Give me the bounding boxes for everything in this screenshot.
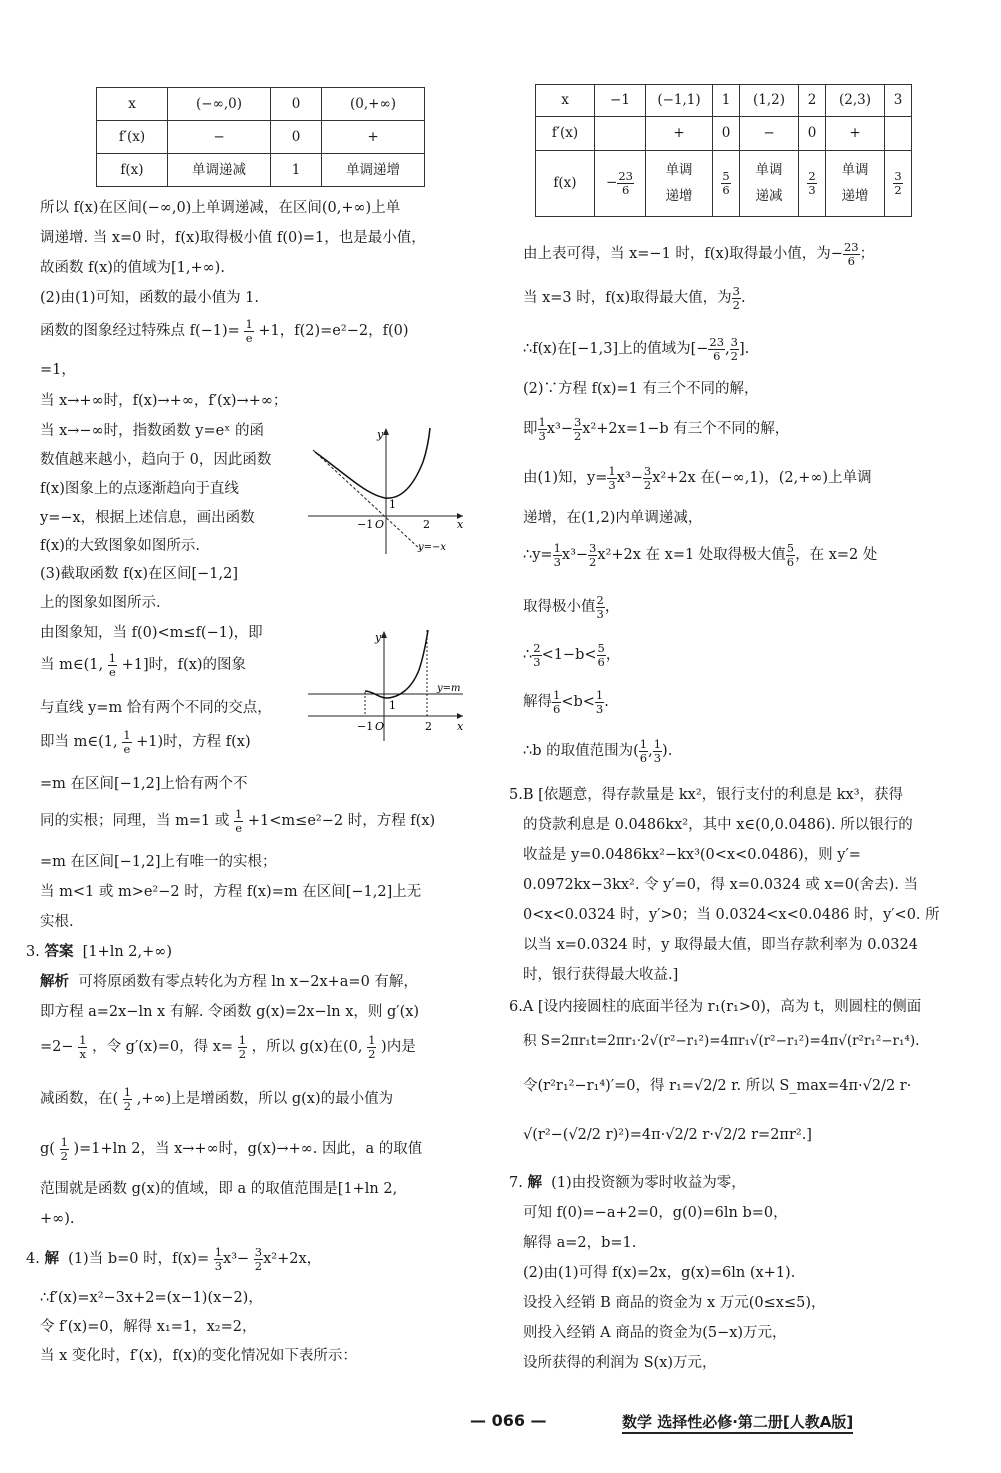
- text-line: 的贷款利息是 0.0486kx²，其中 x∈(0,0.0486). 所以银行的: [523, 817, 913, 833]
- analysis-label: 解析: [40, 974, 69, 990]
- text-line: =m 在区间[−1,2]上有唯一的实根；: [40, 854, 277, 870]
- tick-label: −1: [357, 518, 374, 531]
- question-3-answer: [26, 941, 172, 963]
- text: +1，f(2)=e²−2，f(0): [258, 323, 409, 340]
- table-cell: x: [536, 85, 595, 117]
- text-line: =1，: [40, 362, 76, 378]
- table-cell: 0: [799, 117, 826, 151]
- text-line: 当 m<1 或 m>e²−2 时，方程 f(x)=m 在区间[−1,2]上无: [40, 884, 422, 900]
- fraction: $\frac{1}{2}$: [60, 1135, 68, 1163]
- tick-label: 1: [389, 699, 396, 712]
- table-cell: 单调递增: [322, 154, 425, 187]
- text-line: 则投入经销 A 商品的资金为(5−x)万元，: [523, 1325, 787, 1341]
- fraction: $\frac{1}{x}$: [79, 1033, 87, 1061]
- text-line: f(x)的大致图象如图所示.: [40, 538, 200, 554]
- text: 同的实根；同理，当 m=1 或: [40, 813, 230, 830]
- table-cell: $\frac{2}{3}$: [799, 151, 826, 217]
- text-line: 当 x→+∞时，f(x)→+∞，f′(x)→+∞；: [40, 393, 288, 409]
- question-number: 4.: [26, 1251, 40, 1268]
- text-line: 解得 $\frac{1}{6}$ <b< $\frac{1}{3}$ .: [523, 688, 609, 716]
- fraction: $\frac{1}{3}$: [214, 1245, 223, 1273]
- table-cell: 单调 递增: [826, 151, 885, 217]
- text-line: ∴ $\frac{2}{3}$ <1−b< $\frac{5}{6}$ ，: [523, 641, 621, 669]
- text-line: 实根.: [40, 914, 74, 930]
- table-cell: (1,2): [740, 85, 799, 117]
- text-line: 减函数，在( $\frac{1}{2}$ ,+∞)上是增函数，所以 g(x)的最小值为: [40, 1085, 394, 1113]
- text-line: 当 x 变化时，f′(x)，f(x)的变化情况如下表所示：: [40, 1348, 357, 1364]
- function-graph-1: [303, 422, 468, 557]
- table-cell: f(x): [536, 151, 595, 217]
- text-line: 积 S=2πr₁t=2πr₁·2√(r²−r₁²)=4πr₁√(r²−r₁²)=4π√(r²r₁²−r₁⁴).: [523, 1033, 920, 1049]
- text-line: +∞).: [40, 1211, 75, 1227]
- book-title: 数学 选择性必修·第二册[人教A版]: [622, 1411, 853, 1434]
- axis-label-x: x: [457, 518, 464, 531]
- text-line: 范围就是函数 g(x)的值域，即 a 的取值范围是[1+ln 2,: [40, 1181, 398, 1197]
- text-line: 上的图象如图所示.: [40, 595, 161, 611]
- text-line: 即方程 a=2x−ln x 有解. 令函数 g(x)=2x−ln x，则 g′(x): [40, 1004, 420, 1020]
- origin-label: O: [375, 720, 385, 733]
- table-cell: (−1,1): [646, 85, 713, 117]
- text-line: [40, 729, 251, 755]
- text-line: 7. 解 (1)由投资额为零时收益为零，: [509, 1175, 746, 1191]
- text-line: 令(r²r₁²−r₁⁴)′=0，得 r₁=√2/2 r. 所以 S_max=4π·√2/2 r·: [523, 1078, 912, 1094]
- text-line: 设投入经销 B 商品的资金为 x 万元(0≤x≤5)，: [523, 1295, 826, 1311]
- fraction: $\frac{3}{2}$: [254, 1245, 263, 1273]
- text-line: √(r²−(√2/2 r)²)=4π·√2/2 r·√2/2 r=2πr².]: [523, 1127, 812, 1143]
- text: +1<m≤e²−2 时，方程 f(x): [247, 813, 436, 830]
- line-label: y=m: [437, 683, 461, 694]
- text-line: 当 x=3 时，f(x)取得最大值，为 $\frac{3}{2}$ .: [523, 284, 746, 312]
- table-cell: 1: [271, 154, 322, 187]
- text-line: 即 $\frac{1}{3}$ x³− $\frac{3}{2}$ x²+2x=1−b 有三个不同的解，: [523, 415, 790, 443]
- text-line: 令 f′(x)=0，解得 x₁=1，x₂=2，: [40, 1319, 257, 1335]
- solution-label: 解: [44, 1251, 59, 1268]
- table-cell: −: [168, 121, 271, 154]
- text: 当 m∈(1,: [40, 657, 104, 674]
- fraction: $\frac{1}{2}$: [238, 1033, 247, 1061]
- text-line: 由(1)知，y= $\frac{1}{3}$ x³− $\frac{3}{2}$ x²+2x 在(−∞,1)，(2,+∞)上单调: [523, 464, 872, 492]
- text-line: 数值越来越小，趋向于 0，因此函数: [40, 452, 272, 468]
- table-cell: −1: [595, 85, 646, 117]
- table-cell: x: [97, 88, 168, 121]
- table-cell: 单调递减: [168, 154, 271, 187]
- text-line: (3)截取函数 f(x)在区间[−1,2]: [40, 566, 239, 582]
- table-cell: +: [826, 117, 885, 151]
- text-line: ∴f(x)在[−1,3]上的值域为[− $\frac{23}{6}$ , $\frac{3}{2}$ ].: [523, 335, 750, 363]
- question-number: 3.: [26, 944, 40, 960]
- table-cell: 3: [885, 85, 912, 117]
- text-line: 由上表可得，当 x=−1 时，f(x)取得最小值，为− $\frac{23}{6}$ ；: [523, 240, 875, 268]
- text-line: 递增，在(1,2)内单调递减，: [523, 510, 703, 526]
- tick-label: 2: [423, 518, 430, 531]
- tick-label: 1: [389, 498, 396, 511]
- text-line: 0<x<0.0324 时，y′>0；当 0.0324<x<0.0486 时，y′<0. 所: [523, 907, 940, 923]
- table-cell: f(x): [97, 154, 168, 187]
- table-cell: f′(x): [536, 117, 595, 151]
- text-line: [40, 318, 408, 344]
- table-cell: +: [322, 121, 425, 154]
- fraction: $\frac{1}{2}$: [123, 1085, 132, 1113]
- text-line: 调递增. 当 x=0 时，f(x)取得极小值 f(0)=1，也是最小值，: [40, 230, 426, 246]
- text-line: 取得极小值 $\frac{2}{3}$ ，: [523, 593, 620, 621]
- text-line: 与直线 y=m 恰有两个不同的交点，: [40, 700, 272, 716]
- table-cell: − $\frac{23}{6}$: [595, 151, 646, 217]
- fraction: $\frac{1}{e}$: [123, 728, 131, 756]
- table-cell: $\frac{3}{2}$: [885, 151, 912, 217]
- text-line: =2− $\frac{1}{x}$ ，令 g′(x)=0，得 x= $\frac{1}{2}$ ，所以 g(x)在(0, $\frac{1}{2}$ )内是: [40, 1033, 416, 1061]
- table-cell: [595, 117, 646, 151]
- text-line: 当 x→−∞时，指数函数 y=eˣ 的函: [40, 423, 264, 439]
- table-cell: (2,3): [826, 85, 885, 117]
- table-cell: 1: [713, 85, 740, 117]
- line-label: y=−x: [418, 542, 447, 553]
- text-line: ∴f′(x)=x²−3x+2=(x−1)(x−2)，: [40, 1290, 263, 1306]
- table-cell: −: [740, 117, 799, 151]
- table-cell: 0: [271, 121, 322, 154]
- text-line: 可知 f(0)=−a+2=0，g(0)=6ln b=0，: [523, 1205, 788, 1221]
- text-line: g( $\frac{1}{2}$ )=1+ln 2，当 x→+∞时，g(x)→+∞. 因此，a 的取值: [40, 1135, 423, 1163]
- fraction: $\frac{1}{e}$: [245, 317, 253, 345]
- text-line: 收益是 y=0.0486kx²−kx³(0<x<0.0486)，则 y′=: [523, 847, 861, 863]
- text-line: 解得 a=2，b=1.: [523, 1235, 637, 1251]
- text-line: 以当 x=0.0324 时，y 取得最大值，即当存款利率为 0.0324: [523, 937, 918, 953]
- page-number: — 066 —: [470, 1411, 547, 1430]
- text-line: (2)由(1)可知，函数的最小值为 1.: [40, 290, 260, 306]
- text-line: 故函数 f(x)的值域为[1,+∞).: [40, 260, 225, 276]
- text-line: [40, 971, 418, 993]
- table-cell: 单调 递增: [646, 151, 713, 217]
- text-line: 所以 f(x)在区间(−∞,0)上单调递减，在区间(0,+∞)上单: [40, 200, 401, 216]
- text-line: 4. 解 (1)当 b=0 时，f(x)= $\frac{1}{3}$ x³− $\frac{3}{2}$ x²+2x，: [26, 1245, 322, 1273]
- question-5-line: 5.B [依题意，得存款量是 kx²，银行支付的利息是 kx³，获得: [509, 787, 904, 803]
- text-line: (2)∵方程 f(x)=1 有三个不同的解，: [523, 381, 759, 397]
- table-cell: 0: [271, 88, 322, 121]
- table-cell: (−∞,0): [168, 88, 271, 121]
- question-6-line: 6.A [设内接圆柱的底面半径为 r₁(r₁>0)，高为 t，则圆柱的侧面: [509, 999, 922, 1015]
- function-graph-2: [303, 625, 468, 743]
- table-cell: (0,+∞): [322, 88, 425, 121]
- table-cell: [885, 117, 912, 151]
- solution-label: 解: [527, 1175, 542, 1191]
- table-cell: 单调 递减: [740, 151, 799, 217]
- table-cell: +: [646, 117, 713, 151]
- text: +1)时，方程 f(x): [136, 734, 251, 751]
- text-line: [40, 652, 246, 678]
- text: 可将原函数有零点转化为方程 ln x−2x+a=0 有解，: [78, 974, 418, 990]
- axis-label-y: y: [377, 428, 384, 441]
- text-line: (2)由(1)可得 f(x)=2x，g(x)=6ln (x+1).: [523, 1265, 796, 1281]
- text-line: =m 在区间[−1,2]上恰有两个不: [40, 776, 248, 792]
- monotonicity-table-1: [96, 87, 425, 187]
- table-cell: $\frac{5}{6}$: [713, 151, 740, 217]
- tick-label: 2: [425, 720, 432, 733]
- monotonicity-table-2: [535, 84, 912, 217]
- text: 即当 m∈(1,: [40, 734, 118, 751]
- text-line: [40, 808, 435, 834]
- text-line: f(x)图象上的点逐渐趋向于直线: [40, 481, 239, 497]
- text-line: 0.0972kx−3kx². 令 y′=0，得 x=0.0324 或 x=0(舍去). 当: [523, 877, 919, 893]
- answer-label: 答案: [44, 944, 74, 960]
- text: +1]时，f(x)的图象: [121, 657, 247, 674]
- fraction: $\frac{1}{2}$: [368, 1033, 376, 1061]
- text: 函数的图象经过特殊点 f(−1)=: [40, 323, 240, 340]
- text-line: y=−x，根据上述信息，画出函数: [40, 510, 255, 526]
- table-cell: 2: [799, 85, 826, 117]
- text-line: ∴b 的取值范围为( $\frac{1}{6}$ , $\frac{1}{3}$ ).: [523, 737, 673, 765]
- table-cell: f′(x): [97, 121, 168, 154]
- fraction: $\frac{1}{e}$: [234, 807, 243, 835]
- question-number: 7.: [509, 1175, 523, 1191]
- text-line: 由图象知，当 f(0)<m≤f(−1)，即: [40, 625, 263, 641]
- answer-value: [1+ln 2,+∞): [82, 944, 173, 960]
- text-line: 时，银行获得最大收益.]: [523, 967, 679, 983]
- fraction: $\frac{1}{e}$: [108, 651, 117, 679]
- text-line: ∴y= $\frac{1}{3}$ x³− $\frac{3}{2}$ x²+2x 在 x=1 处取得极大值 $\frac{5}{6}$ ，在 x=2 处: [523, 541, 878, 569]
- text-line: 设所获得的利润为 S(x)万元，: [523, 1355, 717, 1371]
- axis-label-x: x: [457, 720, 464, 733]
- table-cell: 0: [713, 117, 740, 151]
- axis-label-y: y: [375, 631, 382, 644]
- tick-label: −1: [357, 720, 374, 733]
- origin-label: O: [375, 518, 385, 531]
